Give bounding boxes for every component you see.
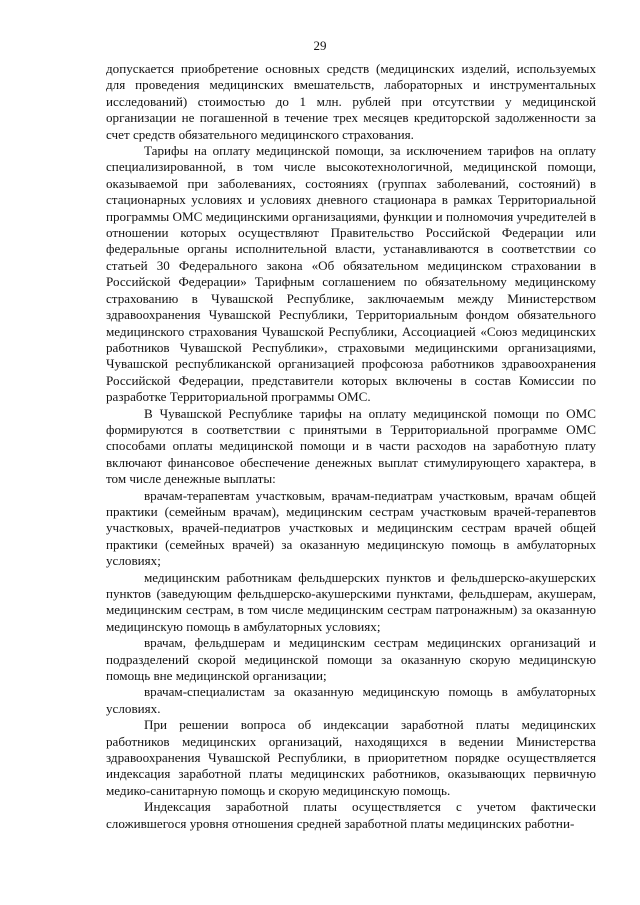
paragraph-tariff-formation: В Чувашской Республике тарифы на оплату медицинской помощи по ОМС формируются в соответствии с принятыми в Территориальной программе ОМС способами оплаты медицинской помощи и в части расходов на заработную плату включают финансовое обеспечение денежных выплат стимулирующего характера, в том числе денежные выплаты: bbox=[106, 405, 596, 487]
paragraph-indexation-basis: Индексация заработной платы осуществляется с учетом фактически сложившегося уровня отношения средней заработной платы медицинских работни- bbox=[106, 799, 596, 831]
document-body bbox=[106, 61, 596, 832]
paragraph-salary-indexation: При решении вопроса об индексации заработной платы медицинских работников медицинских организаций, находящихся в ведении Министерства здравоохранения Чувашской Республики, в приоритетном порядке осуществляется индексация заработной платы медицинских работников, оказывающих первичную медико-санитарную помощь и скорую медицинскую помощь. bbox=[106, 717, 596, 798]
paragraph-payments-emergency-care: врачам, фельдшерам и медицинским сестрам медицинских организаций и подразделений скорой медицинской помощи за оказанную скорую медицинскую помощь вне медицинской организации; bbox=[106, 635, 596, 684]
paragraph-continuation: допускается приобретение основных средств (медицинских изделий, используемых для проведения медицинских вмешательств, лабораторных и инструментальных исследований) стоимостью до 1 млн. рублей при отсутствии у медицинской организации не погашенной в течение трех месяцев кредиторской задолженности за счет средств обязательного медицинского страхования. bbox=[106, 61, 596, 142]
page-number: 29 bbox=[313, 38, 327, 53]
paragraph-payments-feldsher-points: медицинским работникам фельдшерских пунктов и фельдшерско-акушерских пунктов (заведующим фельдшерско-акушерскими пунктами, фельдшерам, акушерам, медицинским сестрам, в том числе медицинским сестрам патронажным) за оказанную медицинскую помощь в амбулаторных условиях; bbox=[106, 569, 596, 634]
paragraph-payments-specialists: врачам-специалистам за оказанную медицинскую помощь в амбулаторных условиях. bbox=[106, 684, 596, 716]
paragraph-tariffs: Тарифы на оплату медицинской помощи, за исключением тарифов на оплату специализированной, в том числе высокотехнологичной, медицинской помощи, оказываемой при заболеваниях, состояниях (группах заболеваний, состояний) в стационарных условиях и условиях дневного стационара в рамках Территориальной программы ОМС медицинскими организациями, функции и полномочия учредителей в отношении которых осуществляют Правительство Российской Федерации или федеральные органы исполнительной власти, устанавливаются в соответствии со статьей 30 Федерального закона «Об обязательном медицинском страховании в Российской Федерации» Тарифным соглашением по обязательному медицинскому страхованию в Чувашской Республике, заключаемым между Министерством здравоохранения Чувашской Республики, Территориальным фондом обязательного медицинского страхования Чувашской Республики, Ассоциацией «Союз медицинских работников Чувашской Республики», страховыми медицинскими организациями, Чувашской республиканской организацией профсоюза работников здравоохранения Российской Федерации, представители которых включены в состав Комиссии по разработке Территориальной программы ОМС. bbox=[106, 143, 596, 405]
paragraph-payments-district-doctors: врачам-терапевтам участковым, врачам-педиатрам участковым, врачам общей практики (семейным врачам), медицинским сестрам участковым врачей-терапевтов участковых, врачей-педиатров участковых и медицинским сестрам врачей общей практики (семейных врачей) за оказанную медицинскую помощь в амбулаторных условиях; bbox=[106, 487, 596, 569]
